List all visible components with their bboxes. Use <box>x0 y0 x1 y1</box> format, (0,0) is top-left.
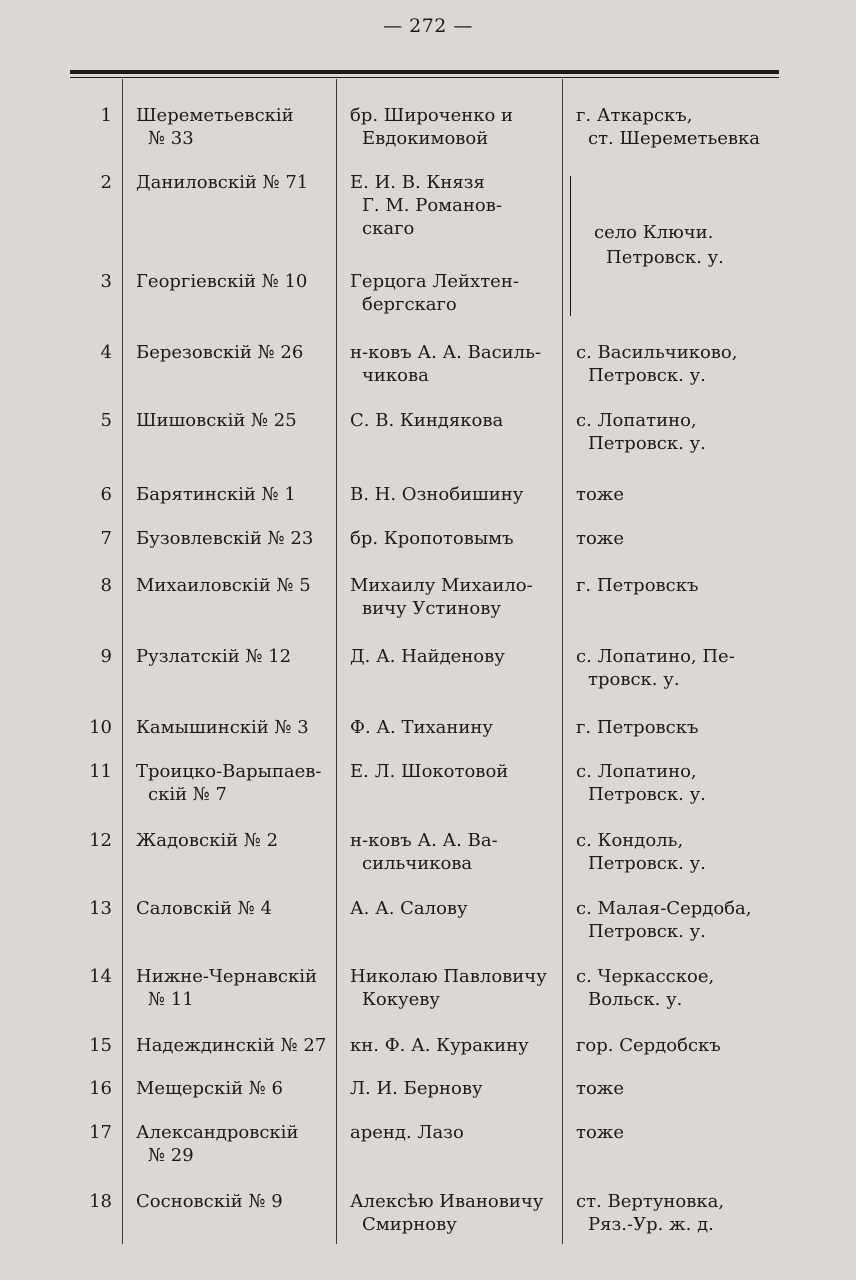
location-line: г. Петровскъ <box>576 717 699 738</box>
owner-name <box>350 574 560 620</box>
station-name-line: Саловскій № 4 <box>136 898 272 919</box>
location-line: с. Черкасское, <box>576 966 715 987</box>
location-line: Петровск. у. <box>588 365 706 386</box>
row-number: 15 <box>89 1035 112 1056</box>
owner-name-line: С. В. Киндякова <box>350 410 504 431</box>
owner-name-line: Герцога Лейхтен- <box>350 271 519 292</box>
row-number: 8 <box>100 575 112 596</box>
station-name-line: Троицко-Варыпаев- <box>136 761 322 782</box>
location-line: тоже <box>576 1078 625 1099</box>
owner-name <box>350 483 560 506</box>
owner-name-line: н-ковъ А. А. Василь- <box>350 342 541 363</box>
row-number: 5 <box>100 410 112 431</box>
station-name <box>136 104 336 150</box>
location <box>576 716 786 739</box>
owner-name <box>350 527 560 550</box>
row-number: 9 <box>100 646 112 667</box>
owner-name <box>350 965 560 1011</box>
row-number: 2 <box>100 172 112 193</box>
location <box>576 1190 786 1236</box>
row-number: 17 <box>89 1122 112 1143</box>
station-name-line: Михаиловскій № 5 <box>136 575 311 596</box>
location-line: с. Малая-Сердоба, <box>576 898 752 919</box>
station-name-line: Мещерскій № 6 <box>136 1078 284 1099</box>
owner-name-line: бергскаго <box>362 294 457 315</box>
station-name <box>136 1121 336 1167</box>
location-line: Вольск. у. <box>588 989 683 1010</box>
owner-name <box>350 829 560 875</box>
station-name-line: Бузовлевскій № 23 <box>136 528 314 549</box>
station-name-line: № 11 <box>148 989 194 1010</box>
station-name-line: Шишовскій № 25 <box>136 410 297 431</box>
location-line: Петровск. у. <box>588 921 706 942</box>
station-name-line: Рузлатскій № 12 <box>136 646 292 667</box>
station-name-line: Барятинскій № 1 <box>136 484 296 505</box>
owner-name-line: Кокуеву <box>362 989 440 1010</box>
location <box>576 645 786 691</box>
station-name <box>136 1034 336 1057</box>
station-name <box>136 409 336 432</box>
location-line: тоже <box>576 528 625 549</box>
station-name-line: Камышинскій № 3 <box>136 717 309 738</box>
location <box>576 409 786 455</box>
owner-name <box>350 104 560 150</box>
location <box>576 527 786 550</box>
owner-name <box>350 760 560 783</box>
brace-location <box>594 220 724 270</box>
owner-name-line: вичу Устинову <box>362 598 501 619</box>
location-line: Петровск. у. <box>588 853 706 874</box>
station-name-line: Надеждинскій № 27 <box>136 1035 327 1056</box>
owner-name <box>350 270 560 316</box>
station-name <box>136 270 336 293</box>
owner-name <box>350 1190 560 1236</box>
owner-name-line: А. А. Салову <box>350 898 468 919</box>
station-name-line: Георгіевскій № 10 <box>136 271 308 292</box>
row-number: 7 <box>100 528 112 549</box>
brace-location-line-2: Петровск. у. <box>606 247 724 268</box>
location <box>576 1121 786 1144</box>
station-name-line: Александровскій <box>136 1122 299 1143</box>
station-name <box>136 645 336 668</box>
owner-name-line: чикова <box>362 365 429 386</box>
location-line: с. Лопатино, Пе- <box>576 646 735 667</box>
location-line: с. Кондоль, <box>576 830 684 851</box>
owner-name-line: Николаю Павловичу <box>350 966 547 987</box>
station-name <box>136 716 336 739</box>
row-number: 18 <box>89 1191 112 1212</box>
owner-name-line: сильчикова <box>362 853 473 874</box>
station-name <box>136 341 336 364</box>
owner-name <box>350 341 560 387</box>
location <box>576 897 786 943</box>
location-line: тоже <box>576 484 625 505</box>
row-number: 14 <box>89 966 112 987</box>
location <box>576 829 786 875</box>
owner-name-line: Алексѣю Ивановичу <box>350 1191 544 1212</box>
owner-name <box>350 897 560 920</box>
row-number: 16 <box>89 1078 112 1099</box>
location-line: с. Васильчиково, <box>576 342 738 363</box>
owner-name <box>350 1121 560 1144</box>
station-name <box>136 1190 336 1213</box>
owner-name-line: Евдокимовой <box>362 128 489 149</box>
station-name <box>136 527 336 550</box>
station-name <box>136 760 336 806</box>
row-number: 4 <box>100 342 112 363</box>
location-line: Петровск. у. <box>588 784 706 805</box>
location <box>576 965 786 1011</box>
owner-name <box>350 1034 560 1057</box>
location-line: гор. Сердобскъ <box>576 1035 721 1056</box>
owner-name-line: Д. А. Найденову <box>350 646 505 667</box>
location-line: с. Лопатино, <box>576 410 697 431</box>
owner-name <box>350 171 560 240</box>
row-number: 13 <box>89 898 112 919</box>
location-line: г. Аткарскъ, <box>576 105 693 126</box>
column-divider-1 <box>122 79 123 1244</box>
owner-name <box>350 716 560 739</box>
brace-bracket <box>570 176 585 316</box>
owner-name <box>350 645 560 668</box>
location <box>576 1034 786 1057</box>
station-name-line: Сосновскій № 9 <box>136 1191 283 1212</box>
station-name-line: Нижне-Чернавскій <box>136 966 318 987</box>
station-name <box>136 965 336 1011</box>
owner-name <box>350 409 560 432</box>
location-line: г. Петровскъ <box>576 575 699 596</box>
owner-name-line: Михаилу Михаило- <box>350 575 533 596</box>
station-name <box>136 1077 336 1100</box>
owner-name-line: Смирнову <box>362 1214 457 1235</box>
owner-name-line: аренд. Лазо <box>350 1122 464 1143</box>
owner-name-line: В. Н. Ознобишину <box>350 484 524 505</box>
station-name-line: Березовскій № 26 <box>136 342 304 363</box>
location <box>576 760 786 806</box>
owner-name-line: бр. Кропотовымъ <box>350 528 514 549</box>
row-number: 12 <box>89 830 112 851</box>
row-number: 11 <box>89 761 112 782</box>
location-line: тоже <box>576 1122 625 1143</box>
location-line: Ряз.-Ур. ж. д. <box>588 1214 714 1235</box>
station-name <box>136 171 336 194</box>
station-name-line: № 29 <box>148 1145 194 1166</box>
owner-name-line: Е. Л. Шокотовой <box>350 761 509 782</box>
owner-name-line: Л. И. Бернову <box>350 1078 483 1099</box>
owner-name-line: кн. Ф. А. Куракину <box>350 1035 529 1056</box>
location <box>576 483 786 506</box>
station-name <box>136 829 336 852</box>
location <box>576 574 786 597</box>
station-name <box>136 897 336 920</box>
page-number: — 272 — <box>383 15 473 37</box>
owner-name-line: бр. Широченко и <box>350 105 514 126</box>
owner-name-line: Ф. А. Тиханину <box>350 717 493 738</box>
row-number: 1 <box>100 105 112 126</box>
location-line: Петровск. у. <box>588 433 706 454</box>
location <box>576 104 786 150</box>
header-rule-thin <box>70 77 779 78</box>
owner-name-line: скаго <box>362 218 415 239</box>
column-divider-3 <box>562 79 563 1244</box>
owner-name <box>350 1077 560 1100</box>
station-name-line: Шереметьевскій <box>136 105 294 126</box>
station-name-line: Жадовскій № 2 <box>136 830 279 851</box>
owner-name-line: Е. И. В. Князя <box>350 172 485 193</box>
brace-location-line-1: село Ключи. <box>594 222 714 243</box>
owner-name-line: н-ковъ А. А. Ва- <box>350 830 498 851</box>
column-divider-2 <box>336 79 337 1244</box>
owner-name-line: Г. М. Романов- <box>362 195 502 216</box>
station-name <box>136 574 336 597</box>
location <box>576 1077 786 1100</box>
header-rule-thick <box>70 70 779 74</box>
location-line: с. Лопатино, <box>576 761 697 782</box>
row-number: 3 <box>100 271 112 292</box>
station-name-line: Даниловскій № 71 <box>136 172 309 193</box>
row-number: 10 <box>89 717 112 738</box>
row-number: 6 <box>100 484 112 505</box>
location-line: ст. Шереметьевка <box>588 128 761 149</box>
station-name <box>136 483 336 506</box>
station-name-line: скій № 7 <box>148 784 228 805</box>
station-name-line: № 33 <box>148 128 194 149</box>
location-line: тровск. у. <box>588 669 680 690</box>
location <box>576 341 786 387</box>
location-line: ст. Вертуновка, <box>576 1191 725 1212</box>
